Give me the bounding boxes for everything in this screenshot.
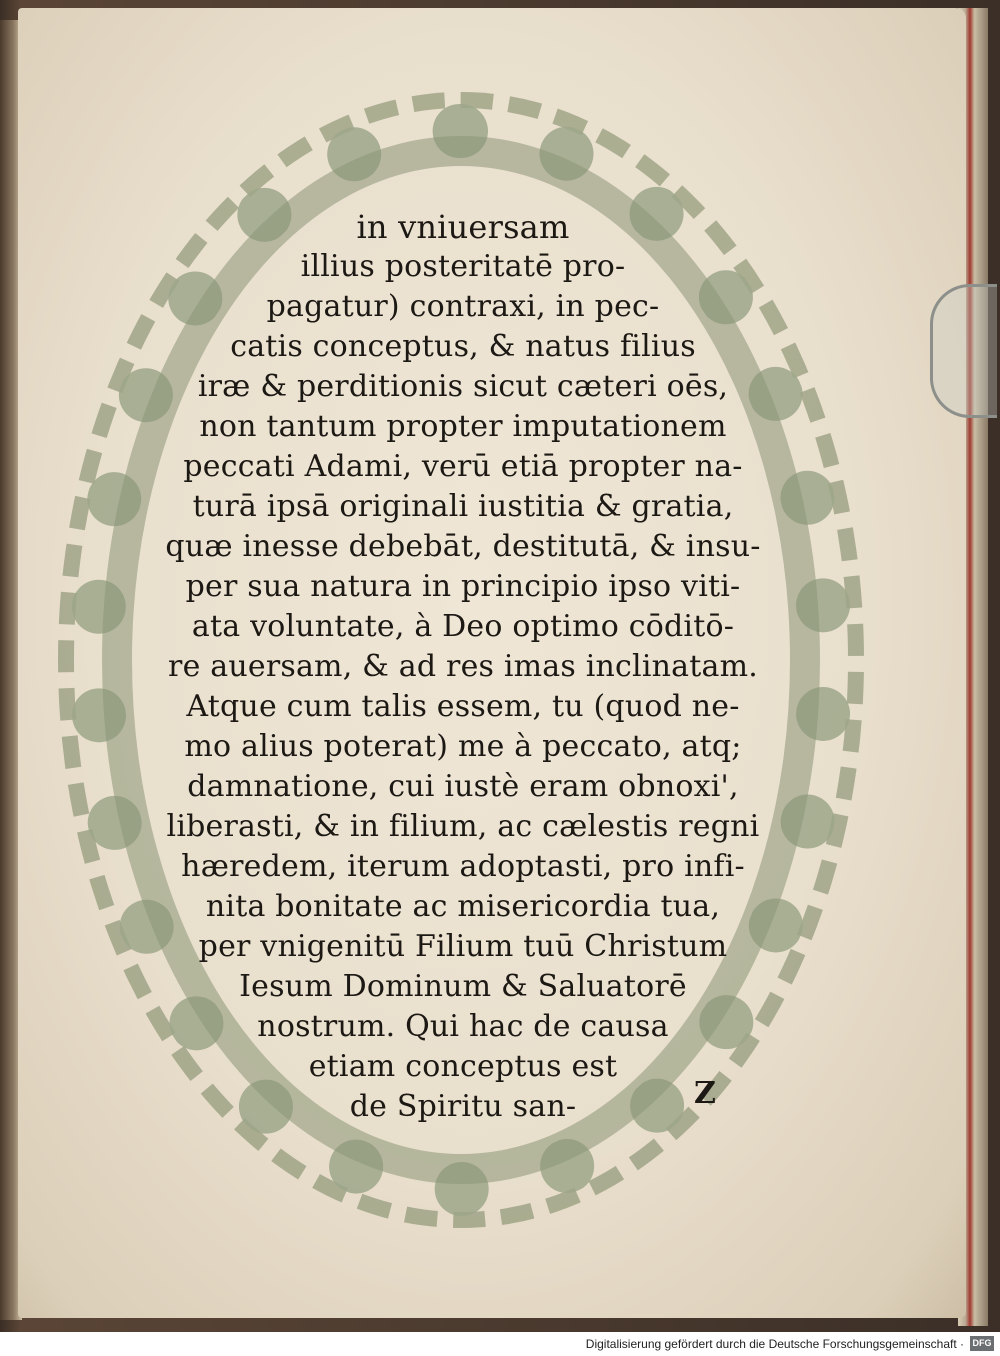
page-clip — [930, 284, 997, 418]
text-line: peccati Adami, verū etiā propter na- — [183, 449, 743, 484]
text-line: Iesum Dominum & Saluatorē — [239, 969, 687, 1004]
signature-mark: Z — [694, 1076, 716, 1111]
text-line: hæredem, iterum adoptasti, pro infi- — [181, 849, 745, 884]
text-line: ata voluntate, à Deo optimo cōditō- — [191, 609, 735, 644]
text-line: iræ & perditionis sicut cæteri oēs, — [197, 369, 729, 404]
text-line: etiam conceptus est — [308, 1049, 618, 1084]
text-line: illius posteritatē pro- — [300, 249, 626, 284]
text-line: Atque cum talis essem, tu (quod ne- — [186, 689, 740, 724]
text-line: pagatur) contraxi, in pec- — [266, 289, 660, 324]
text-line: per sua natura in principio ipso viti- — [185, 569, 741, 604]
text-line: re auersam, & ad res imas inclinatam. — [168, 649, 758, 684]
funding-notice: Digitalisierung gefördert durch die Deutsche Forschungsgemeinschaft · — [585, 1337, 964, 1351]
text-line: non tantum propter imputationem — [199, 409, 727, 444]
text-line: nostrum. Qui hac de causa — [257, 1009, 669, 1044]
book-page — [18, 8, 966, 1318]
footer-bar — [0, 1332, 1000, 1356]
text-line: liberasti, & in filium, ac cælestis regni — [166, 809, 760, 844]
text-line: per vnigenitū Filium tuū Christum — [198, 929, 728, 964]
text-line: quæ inesse debebāt, destitutā, & insu- — [165, 529, 761, 564]
text-line: catis conceptus, & natus filius — [230, 329, 696, 364]
text-line: turā ipsā originali iustitia & gratia, — [192, 489, 734, 524]
text-line: damnatione, cui iustè eram obnoxi', — [187, 769, 739, 804]
text-block — [138, 208, 788, 1128]
text-line: mo alius poterat) me à peccato, atq; — [184, 729, 742, 764]
text-line: nita bonitate ac misericordia tua, — [205, 889, 721, 924]
text-line: in vniuersam — [356, 208, 570, 246]
text-line: de Spiritu san- — [349, 1089, 577, 1124]
dfg-logo-icon: DFG — [970, 1336, 994, 1351]
